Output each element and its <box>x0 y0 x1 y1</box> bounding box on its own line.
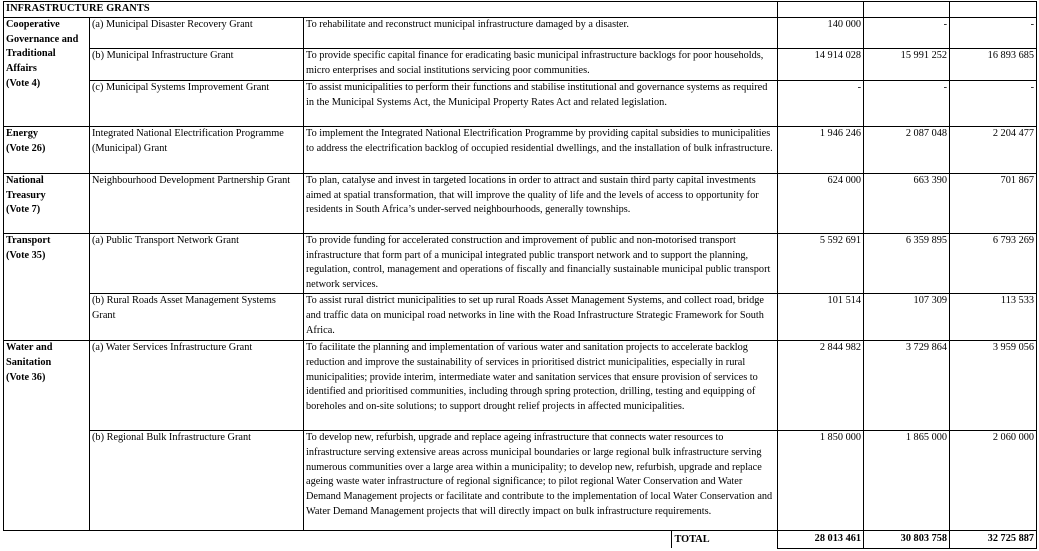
grant-name-cell: (b) Municipal Infrastructure Grant <box>90 48 304 80</box>
grant-purpose-cell: To provide funding for accelerated construction and improvement of public and non-motorised transport infrastructure that form part of a municipal integrated public transport network and to support the planning, regulation, control, management and operations of fiscally and financially sustainable municipal public transport network services. <box>304 233 778 293</box>
amount-year-3: 113 533 <box>950 293 1037 340</box>
table-row <box>4 17 1037 48</box>
header-blank-cell <box>950 2 1037 18</box>
total-year-3: 32 725 887 <box>950 530 1037 548</box>
section-title: INFRASTRUCTURE GRANTS <box>4 2 778 18</box>
header-blank-cell <box>778 2 864 18</box>
amount-year-3: 2 060 000 <box>950 430 1037 530</box>
amount-year-3: 3 959 056 <box>950 340 1037 430</box>
amount-year-1: - <box>778 80 864 126</box>
amount-year-2: 15 991 252 <box>864 48 950 80</box>
department-cell <box>4 17 90 126</box>
department-cell <box>4 233 90 340</box>
total-row <box>4 530 1037 548</box>
total-year-2: 30 803 758 <box>864 530 950 548</box>
grant-name-cell: (a) Public Transport Network Grant <box>90 233 304 293</box>
table-row <box>4 126 1037 173</box>
grant-name-cell: Integrated National Electrification Programme (Municipal) Grant <box>90 126 304 173</box>
grant-purpose-text: To develop new, refurbish, upgrade and replace ageing infrastructure that connects water resources to infrastructure serving extensive areas across municipal boundaries or large regional bulk infrastructure serving numerous communities over a large area within a municipality; to develop new, refurbish, upgrade and replace ageing waste water infrastructure of regional significance; to pilot regional Water Conservation and Water Demand Management projects or facilitate and contribute to the implementation of local Water Conservation and Water Demand Management projects that will directly impact on bulk infrastructure requirements. <box>306 431 773 517</box>
department-line: (Vote 4) <box>6 77 41 89</box>
department-line: National <box>6 174 44 186</box>
grant-purpose-cell: To assist municipalities to perform their functions and stabilise institutional and governance systems as required in the Municipal Systems Act, the Municipal Property Rates Act and related legislation. <box>304 80 778 126</box>
amount-year-2: 1 865 000 <box>864 430 950 530</box>
grant-purpose-cell: To plan, catalyse and invest in targeted locations in order to attract and sustain third party capital investments aimed at spatial transformation, that will improve the quality of life and the levels of access to opportunity for residents in South Africa’s under-served neighbourhoods, generally townships. <box>304 173 778 233</box>
table-row <box>4 173 1037 233</box>
table-row <box>4 80 1037 126</box>
table-row <box>4 340 1037 430</box>
amount-year-2: 2 087 048 <box>864 126 950 173</box>
infrastructure-grants-table <box>3 1 1037 549</box>
amount-year-2: - <box>864 17 950 48</box>
amount-year-2: 3 729 864 <box>864 340 950 430</box>
department-line: Affairs <box>6 63 37 75</box>
amount-year-3: - <box>950 80 1037 126</box>
amount-year-1: 1 850 000 <box>778 430 864 530</box>
department-line: Energy <box>6 127 39 139</box>
grant-purpose-cell: To provide specific capital finance for eradicating basic municipal infrastructure backlogs for poor households, micro enterprises and social institutions servicing poor communities. <box>304 48 778 80</box>
amount-year-3: 6 793 269 <box>950 233 1037 293</box>
department-cell <box>4 340 90 530</box>
amount-year-2: - <box>864 80 950 126</box>
grant-name-cell: Neighbourhood Development Partnership Grant <box>90 173 304 233</box>
table-row <box>4 293 1037 340</box>
department-line: Sanitation <box>6 356 52 368</box>
amount-year-2: 107 309 <box>864 293 950 340</box>
section-title-row <box>4 2 1037 18</box>
grant-purpose-cell: To facilitate the planning and implementation of various water and sanitation projects to accelerate backlog reduction and improve the sustainability of services in prioritised district municipalities, especially in rural municipalities; provide interim, intermediate water and sanitation services that ensure provision of services to identified and prioritised communities, including through spring protection, drilling, testing and equipping of boreholes and on-site solutions; to support drought relief projects in affected municipalities. <box>304 340 778 430</box>
amount-year-3: - <box>950 17 1037 48</box>
department-line: Treasury <box>6 189 46 201</box>
grant-purpose-cell: To assist rural district municipalities to set up rural Roads Asset Management Systems, and collect road, bridge and traffic data on municipal road networks in line with the Road Infrastructure Strategic Framework for South Africa. <box>304 293 778 340</box>
header-blank-cell <box>864 2 950 18</box>
amount-year-1: 140 000 <box>778 17 864 48</box>
total-year-1: 28 013 461 <box>778 530 864 548</box>
table-row <box>4 430 1037 530</box>
department-line: (Vote 26) <box>6 142 46 154</box>
amount-year-3: 16 893 685 <box>950 48 1037 80</box>
department-cell <box>4 173 90 233</box>
grant-name-cell: (b) Regional Bulk Infrastructure Grant <box>90 430 304 530</box>
amount-year-1: 1 946 246 <box>778 126 864 173</box>
grant-name-cell: (a) Water Services Infrastructure Grant <box>90 340 304 430</box>
total-label: TOTAL <box>671 531 778 548</box>
grant-purpose-cell: To rehabilitate and reconstruct municipal infrastructure damaged by a disaster. <box>304 17 778 48</box>
amount-year-2: 6 359 895 <box>864 233 950 293</box>
table-row <box>4 48 1037 80</box>
amount-year-3: 2 204 477 <box>950 126 1037 173</box>
department-line: Cooperative <box>6 18 60 30</box>
grant-purpose-cell <box>304 430 778 530</box>
amount-year-1: 624 000 <box>778 173 864 233</box>
amount-year-1: 101 514 <box>778 293 864 340</box>
grant-name-cell: (b) Rural Roads Asset Management Systems Grant <box>90 293 304 340</box>
department-line: Traditional <box>6 48 56 60</box>
amount-year-1: 14 914 028 <box>778 48 864 80</box>
department-line: Transport <box>6 234 51 246</box>
grant-name-cell: (a) Municipal Disaster Recovery Grant <box>90 17 304 48</box>
department-line: (Vote 36) <box>6 371 46 383</box>
department-line: (Vote 35) <box>6 249 46 261</box>
table-row <box>4 233 1037 293</box>
amount-year-2: 663 390 <box>864 173 950 233</box>
department-line: Water and <box>6 341 53 353</box>
amount-year-1: 5 592 691 <box>778 233 864 293</box>
amount-year-1: 2 844 982 <box>778 340 864 430</box>
grant-name-cell: (c) Municipal Systems Improvement Grant <box>90 80 304 126</box>
amount-year-3: 701 867 <box>950 173 1037 233</box>
department-cell <box>4 126 90 173</box>
grant-purpose-cell: To implement the Integrated National Electrification Programme by providing capital subsidies to municipalities to address the electrification backlog of occupied residential dwellings, and the installation of bulk infrastructure. <box>304 126 778 173</box>
department-line: Governance and <box>6 33 79 45</box>
department-line: (Vote 7) <box>6 204 41 216</box>
